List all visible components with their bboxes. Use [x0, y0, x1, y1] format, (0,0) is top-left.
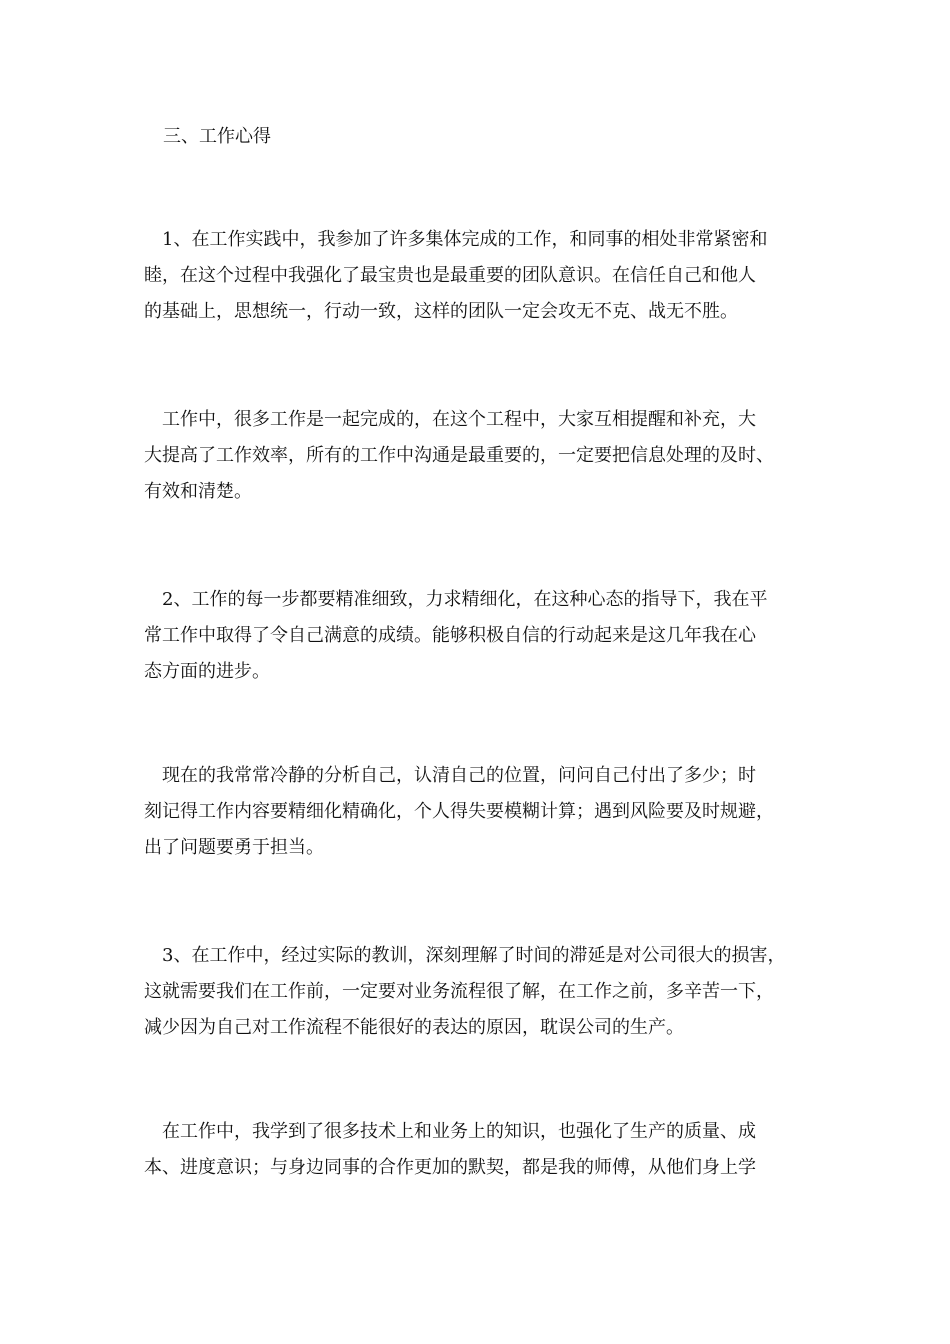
paragraph-line: 睦，在这个过程中我强化了最宝贵也是最重要的团队意识。在信任自己和他人	[144, 265, 756, 286]
paragraph-line: 大提高了工作效率，所有的工作中沟通是最重要的，一定要把信息处理的及时、	[144, 445, 774, 466]
paragraph-4	[144, 758, 814, 866]
paragraph-6	[144, 1114, 814, 1186]
paragraph-1	[144, 222, 814, 330]
paragraph-line: 刻记得工作内容要精细化精确化，个人得失要模糊计算；遇到风险要及时规避，	[144, 801, 774, 822]
paragraph-line: 现在的我常常冷静的分析自己，认清自己的位置，问问自己付出了多少；时	[144, 765, 756, 786]
paragraph-line: 这就需要我们在工作前，一定要对业务流程很了解，在工作之前，多辛苦一下，	[144, 981, 774, 1002]
paragraph-line: 出了问题要勇于担当。	[144, 837, 324, 858]
paragraph-3	[144, 582, 814, 690]
paragraph-line: 常工作中取得了令自己满意的成绩。能够积极自信的行动起来是这几年我在心	[144, 625, 756, 646]
paragraph-line: 有效和清楚。	[144, 481, 252, 502]
paragraph-line: 减少因为自己对工作流程不能很好的表达的原因，耽误公司的生产。	[144, 1017, 684, 1038]
paragraph-line: 工作中，很多工作是一起完成的，在这个工程中，大家互相提醒和补充，大	[144, 409, 756, 430]
section-heading: 三、工作心得	[163, 126, 271, 147]
paragraph-line: 2、工作的每一步都要精准细致，力求精细化，在这种心态的指导下，我在平	[144, 589, 768, 610]
paragraph-line: 3、在工作中，经过实际的教训，深刻理解了时间的滞延是对公司很大的损害，	[144, 945, 786, 966]
paragraph-5	[144, 938, 814, 1046]
paragraph-line: 本、进度意识；与身边同事的合作更加的默契，都是我的师傅，从他们身上学	[144, 1157, 756, 1178]
paragraph-line: 态方面的进步。	[144, 661, 270, 682]
paragraph-2	[144, 402, 814, 510]
paragraph-line: 的基础上，思想统一，行动一致，这样的团队一定会攻无不克、战无不胜。	[144, 301, 738, 322]
paragraph-line: 在工作中，我学到了很多技术上和业务上的知识，也强化了生产的质量、成	[144, 1121, 756, 1142]
paragraph-line: 1、在工作实践中，我参加了许多集体完成的工作，和同事的相处非常紧密和	[144, 229, 768, 250]
